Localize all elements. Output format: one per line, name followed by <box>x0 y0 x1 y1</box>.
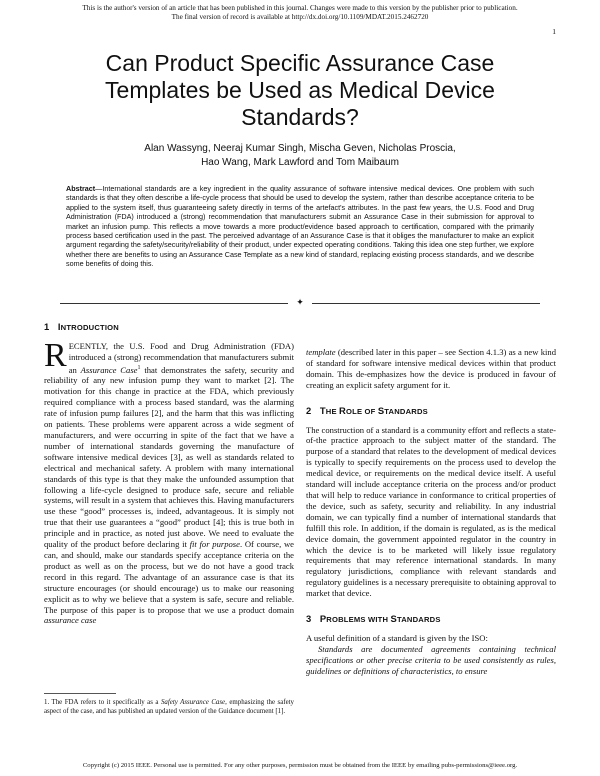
section-divider <box>60 297 540 308</box>
page-number: 1 <box>552 27 556 36</box>
abstract-label: Abstract <box>66 184 96 193</box>
footnote: 1. The FDA refers to it specifically as a Safety Assurance Case, emphasizing the safety aspect of the case, and has published an updated version of the Guidance document [1]. <box>44 699 294 715</box>
footnote-rule <box>44 693 116 694</box>
divider-diamond-icon: ✦ <box>296 297 304 307</box>
divider-line-left <box>60 303 288 304</box>
authors-line2: Hao Wang, Mark Lawford and Tom Maibaum <box>201 157 399 168</box>
abstract <box>66 184 534 269</box>
copyright-notice: Copyright (c) 2015 IEEE. Personal use is permitted. For any other purposes, permission must be obtained from the IEEE by emailing pubs-permissions@ieee.org. <box>82 762 518 769</box>
divider-line-right <box>312 303 540 304</box>
publication-notice-line1: This is the author's version of an article that has been published in this journal. Changes were made to this version by the publisher prior to publication. <box>82 4 518 12</box>
section-2-heading: 2 THE ROLE OF STANDARDS <box>306 404 428 416</box>
section-3-body: A useful definition of a standard is given by the ISO: <box>306 632 488 643</box>
publication-notice-line2: The final version of record is available at http://dx.doi.org/10.1109/MDAT.2015.2462720 <box>171 13 429 21</box>
drop-cap: R <box>44 336 67 374</box>
left-column <box>44 322 294 626</box>
author-list <box>80 142 520 170</box>
section-1-continued: template (described later in this paper – see Section 4.1.3) as a new kind of standard for software intensive medical devices within that product domain. This de-emphasizes how the device is produced in favour of creating an explicit safety argument for it. <box>306 347 556 390</box>
iso-definition-quote: Standards are documented agreements containing technical specifications or other precise criteria to be used consistently as rules, guidelines or definitions of characteristics, to ensure <box>306 643 556 676</box>
paper-title: Can Product Specific Assurance Case Templates be Used as Medical Device Standards? <box>105 50 495 130</box>
section-3-heading: 3 PROBLEMS WITH STANDARDS <box>306 613 441 625</box>
section-1-heading: 1 INTRODUCTION <box>44 321 119 332</box>
section-1-body: RECENTLY, the U.S. Food and Drug Administration (FDA) introduced a (strong) recommendation that manufacturers submit an Assurance Case$^1$ that demonstrates the safety, security and reliability of any new infusion pump they want to market [2]. The motivation for this change in practice at the FDA, which previously required compliance with a process based standard, was the alarming rate of infusion pump failures [2], and the harm that this was inflicting on patients. These problems were apparent across a wide segment of manufacturers, and were occurring in spite of the fact that we have a number of international standards governing the manufacture of software intensive medical devices [3], as well as standards related to electrical and mechanical safety. A problem with many international standards of this type is that they make the unfounded assumption that following a life-cycle designed to produce safe, secure and reliable systems, will result in a system that achieves this. Having manufacturers use these “good” processes is, indeed, advantageous. It is simply not true that their use guarantees a “good” product [4]; this is true both in principle and in practice, as noted just above. We need to evaluate the quality of the product before declaring it fit for purpose. Of course, we can, and should, make our standards specify acceptance criteria on the product as well as on the process, but we do not have a good track record in this regard. The advantage of an assurance case is that its structure encourages (or should encourage) us to make our reasoning explicit as to why we believe that a system is safe, secure and reliable. The purpose of this paper is to propose that we use a product domain assurance case <box>44 336 295 626</box>
authors-line1: Alan Wassyng, Neeraj Kumar Singh, Mischa Geven, Nicholas Proscia, <box>144 143 456 154</box>
right-column <box>306 347 556 677</box>
section-2-body: The construction of a standard is a community effort and reflects a state-of-the practice approach to the subject matter of the standard. The purpose of a standard that relates to the development of medical devices is typically to specify requirements on the process used to develop the medical device, or requirements on the medical device itself. A useful standard will include acceptance criteria on the process and/or product that will help to reduce variance in conformance to critical properties of the device, such as safety, security and reliability. In any industrial domain, we can typically find a number of international standards that fulfill this role. In addition, if the domain is regulated, as is the medical device domain, the government appointed regulator in the country in which the device is to be marketed will likely issue regulatory requirements that may reference international standards. In many regulatory jurisdictions, compliance with relevant standards and regulatory guidelines is a necessary prerequisite to obtaining approval to market that device. <box>306 424 556 599</box>
abstract-text: —International standards are a key ingredient in the quality assurance of software intensive medical devices. One problem with such standards is that they often describe a life-cycle process that should be used to develop the system, rather than describe acceptance criteria to be applied to the system itself, thus guaranteeing safety directly in terms of the artefact's attributes. In the past few years, the U.S. Food and Drug Administration (FDA) introduced a (strong) recommendation that manufacturers submit an Assurance Case in their submission for approval to market an infusion pump. This reflects a move towards a more product/evidence based approach to certification, compared with the primarily process based certification used in the past. The perceived advantage of an Assurance Case is that it obliges the manufacturer to make an explicit argument regarding the safety/security/reliability of their product, under expected operating conditions. Taking this idea one step further, we explore whether there are benefits to using an Assurance Case Template as a new kind of standard, replacing existing process standards, and we describe some benefits of doing this. <box>66 184 534 269</box>
footnote-ref: 1 <box>137 364 141 371</box>
